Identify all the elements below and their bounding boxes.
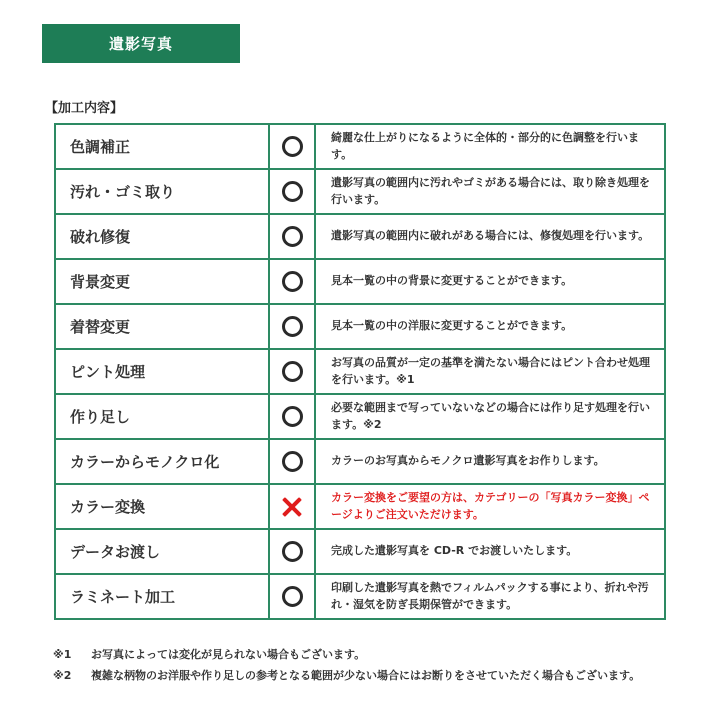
service-description: 見本一覧の中の洋服に変更することができます。 <box>315 304 665 349</box>
table-row <box>55 529 665 574</box>
table-row <box>55 169 665 214</box>
service-name: カラー変換 <box>55 484 269 529</box>
service-name: 汚れ・ゴミ取り <box>55 169 269 214</box>
circle-mark-icon <box>282 316 303 337</box>
service-description: 必要な範囲まで写っていないなどの場合には作り足す処理を行います。※2 <box>315 394 665 439</box>
table-row <box>55 439 665 484</box>
table-row <box>55 349 665 394</box>
availability-cell <box>269 484 315 529</box>
page-title-banner <box>42 24 240 63</box>
service-description: 遺影写真の範囲内に破れがある場合には、修復処理を行います。 <box>315 214 665 259</box>
circle-mark-icon <box>282 406 303 427</box>
service-name: 作り足し <box>55 394 269 439</box>
service-name: 色調補正 <box>55 124 269 169</box>
footnote-text: 複雑な柄物のお洋服や作り足しの参考となる範囲が少ない場合にはお断りをさせていただく場合もございます。 <box>91 669 641 683</box>
service-name: 破れ修復 <box>55 214 269 259</box>
table-row <box>55 304 665 349</box>
table-row <box>55 484 665 529</box>
service-name: カラーからモノクロ化 <box>55 439 269 484</box>
service-description: お写真の品質が一定の基準を満たない場合にはピント合わせ処理を行います。※1 <box>315 349 665 394</box>
footnote-marker: ※1 <box>53 648 72 661</box>
service-description: 綺麗な仕上がりになるように全体的・部分的に色調整を行います。 <box>315 124 665 169</box>
service-description-notice: カラー変換をご要望の方は、カテゴリーの「写真カラー変換」ページよりご注文いただけます。 <box>315 484 665 529</box>
availability-cell <box>269 214 315 259</box>
service-description: 遺影写真の範囲内に汚れやゴミがある場合には、取り除き処理を行います。 <box>315 169 665 214</box>
availability-cell <box>269 304 315 349</box>
cross-mark-icon <box>282 497 302 517</box>
circle-mark-icon <box>282 226 303 247</box>
circle-mark-icon <box>282 181 303 202</box>
footnote-text: お写真によっては変化が見られない場合もございます。 <box>91 648 366 661</box>
circle-mark-icon <box>282 586 303 607</box>
service-description: カラーのお写真からモノクロ遺影写真をお作りします。 <box>315 439 665 484</box>
service-description: 見本一覧の中の背景に変更することができます。 <box>315 259 665 304</box>
circle-mark-icon <box>282 136 303 157</box>
table-row <box>55 214 665 259</box>
footnotes <box>53 646 673 688</box>
circle-mark-icon <box>282 271 303 292</box>
section-heading: 【加工内容】 <box>45 101 124 116</box>
availability-cell <box>269 124 315 169</box>
page-title: 遺影写真 <box>108 35 173 53</box>
availability-cell <box>269 529 315 574</box>
service-name: ラミネート加工 <box>55 574 269 619</box>
service-description: 印刷した遺影写真を熱でフィルムパックする事により、折れや汚れ・湿気を防ぎ長期保管ができます。 <box>315 574 665 619</box>
availability-cell <box>269 574 315 619</box>
service-name: データお渡し <box>55 529 269 574</box>
service-name: ピント処理 <box>55 349 269 394</box>
footnote <box>53 646 673 663</box>
service-name: 着替変更 <box>55 304 269 349</box>
availability-cell <box>269 394 315 439</box>
circle-mark-icon <box>282 361 303 382</box>
table-row <box>55 394 665 439</box>
table-row <box>55 259 665 304</box>
circle-mark-icon <box>282 541 303 562</box>
availability-cell <box>269 439 315 484</box>
table-row <box>55 124 665 169</box>
table-row <box>55 574 665 619</box>
availability-cell <box>269 169 315 214</box>
circle-mark-icon <box>282 451 303 472</box>
service-name: 背景変更 <box>55 259 269 304</box>
availability-cell <box>269 349 315 394</box>
footnote-marker: ※2 <box>53 669 72 683</box>
footnote <box>53 667 673 684</box>
service-description: 完成した遺影写真を CD-R でお渡しいたします。 <box>315 529 665 574</box>
processing-table <box>54 123 666 620</box>
availability-cell <box>269 259 315 304</box>
